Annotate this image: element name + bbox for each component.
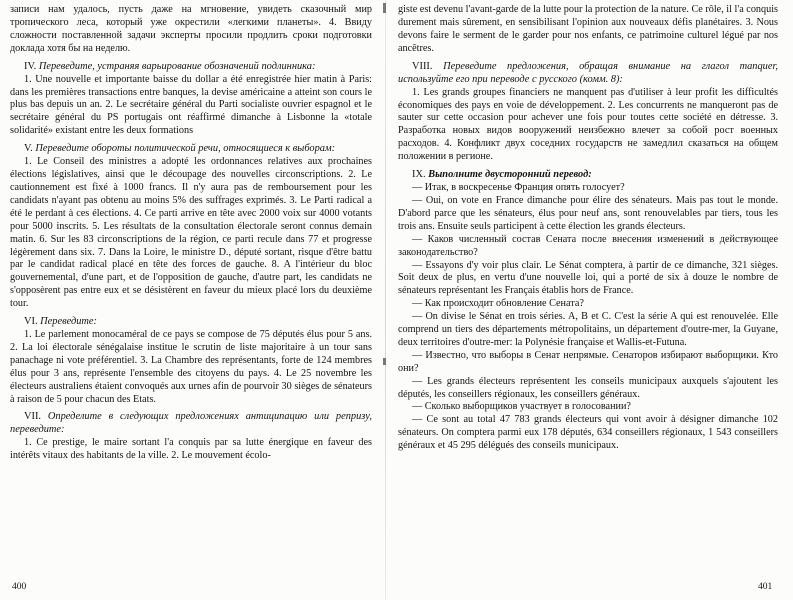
section-5-body: 1. Le Conseil des ministres a adopté les ordonnances relatives aux prochaines élections législatives, ainsi que le découpage des nouvelles circonscriptions. 2. Le cautionnement est fixé à 1000 francs. Il n'y aura pas de remboursement pour les candidats n'ayant pas obtenu au moins 5% des suffrages exprimés. 3. Le Parti radical a été le perdant à ces élections. 4. Ce parti arrive en tête avec 2000 voix sur 4000 votants pour 5000 inscrits. 5. Les résultats de la consultation électorale seront connus demain matin. 6. Sur les 83 circonscriptions de la région, ce parti recule dans 77 et progresse légèrement dans six. 7. Dans la Loire, le ministre D., député sortant, risque d'être battu par le candidat radical placé en tête des forces de gauche. 8. A l'intérieur du bloc gouvernemental, d'une part, et de l'opposition de gauche, d'autre part, les candidats ne s'opposèrent pas entre eux et se désistèrent en faveur du mieux placé lors du deuxième tour. bbox=[10, 156, 372, 310]
book-gutter bbox=[385, 0, 386, 600]
right-page bbox=[398, 4, 778, 600]
section-8-title: Переведите предложения, обращая внимание на глагол manquer, используйте его при переводе с русского (комм. 8): bbox=[398, 60, 778, 85]
section-9-title: Выполните двусторонний перевод: bbox=[428, 169, 592, 181]
section-4-body: 1. Une nouvelle et importante baisse du dollar a été enregistrée hier matin à Paris: dans les premières transactions entre banques, la devise américaine a atteint son cours le plus bas depuis un an. 2. Le secrétaire général du Parti socialiste ouvrier espagnol et le secrétaire général du PS portugais ont réaffirmé dimanche à Lisbonne la «totale solidarité» existant entre les deux formations bbox=[10, 73, 372, 137]
section-8-body: 1. Les grands groupes financiers ne manquent pas d'utiliser à leur profit les difficultés économiques des pays en voie de développement. 2. Les concurrents ne manqueront pas de sauter sur cette occasion pour achever une fois pour toutes cette société en détresse. 3. Разработка новых видов вооружений неизбежно влечет за собой рост военных расходов. 4. Конфликт двух соседних государств не замедлил сказаться на общем положении в регионе. bbox=[398, 86, 778, 163]
section-7-title: Определите в следующих предложениях антиципацию или репризу, переведите: bbox=[10, 411, 372, 436]
dialogue-line: — Каков численный состав Сената после внесения изменений в действующее законодательство? bbox=[398, 233, 778, 258]
section-7-body: 1. Ce prestige, le maire sortant l'a conquis par sa lutte énergique en faveur des intérêts vitaux des habitants de la ville. 2. Le mouvement écolo- bbox=[10, 437, 372, 462]
section-5-title: Переведите обороты политической речи, относящиеся к выборам: bbox=[35, 143, 336, 155]
dialogue-line: — Известно, что выборы в Сенат непрямые. Сенаторов избирают выборщики. Кто они? bbox=[398, 349, 778, 374]
left-intro-paragraph: записи нам удалось, пусть даже на мгновение, увидеть сказочный мир тропического леса, который уже окрестили «легкими планеты». 4. Ввиду сложности поставленной задачи эксперты просили продлить сроки подготовки доклада хотя бы на неделю. bbox=[10, 4, 372, 54]
section-7-number: VII. bbox=[24, 411, 42, 423]
section-8-number: VIII. bbox=[412, 60, 433, 72]
section-4-heading bbox=[10, 60, 372, 73]
dialogue-line: — Ce sont au total 47 783 grands électeurs qui vont avoir à désigner dimanche 102 sénateurs. On comptera parmi eux 178 députés, 634 conseillers régionaux, 1 543 conseillers généraux et 45 295 délégués des conseils municipaux. bbox=[398, 414, 778, 452]
dialogue-line: — Итак, в воскресенье Франция опять голосует? bbox=[412, 182, 625, 194]
left-page bbox=[10, 4, 372, 600]
dialogue-line: — Как происходит обновление Сената? bbox=[412, 298, 584, 310]
section-8-heading bbox=[398, 60, 778, 86]
gutter-mark bbox=[383, 358, 386, 365]
section-6-number: VI. bbox=[24, 316, 38, 328]
section-7-heading bbox=[10, 410, 372, 436]
gutter-mark bbox=[383, 3, 386, 13]
section-6-heading bbox=[10, 315, 372, 328]
section-6-title: Переведите: bbox=[40, 316, 97, 328]
section-9-heading bbox=[398, 168, 778, 181]
dialogue-line: — Oui, on vote en France dimanche pour élire des sénateurs. Mais pas tout le monde. D'abord parce que les sénateurs, élus pour neuf ans, sont renouvelables par tiers, tous les trois ans. Ensuite seuls participent à cette élection les grands électeurs. bbox=[398, 194, 778, 232]
section-5-number: V. bbox=[24, 143, 33, 155]
dialogue-line: — Essayons d'y voir plus clair. Le Sénat comptera, à partir de ce dimanche, 321 sièges. Soit deux de plus, en vertu d'une nouvelle loi, qui a porté de six à douze le nombre de sénateurs représentant les Français établis hors de France. bbox=[398, 259, 778, 297]
section-4-number: IV. bbox=[24, 60, 37, 72]
page-number-left: 400 bbox=[12, 582, 27, 592]
section-9-number: IX. bbox=[412, 169, 426, 181]
section-5-heading bbox=[10, 142, 372, 155]
dialogue-line: — On divise le Sénat en trois séries. A, B et C. C'est la série A qui est renouvelée. Elle comprend un tiers des départements métropolitains, un département d'outre-mer, la Guyane, deux territoires d'outre-mer: la Polynésie française et Wallis-et-Futuna. bbox=[398, 311, 778, 348]
section-4-title: Переведите, устраняя варьирование обозначений подлинника: bbox=[38, 60, 316, 72]
dialogue-line: — Сколько выборщиков участвует в голосовании? bbox=[412, 401, 631, 413]
section-6-body: 1. Le parlement monocaméral de ce pays se compose de 75 députés élus pour 5 ans. 2. La loi électorale sénégalaise institue le scrutin de liste majoritaire à un tour sans panachage ni vote préférentiel. 3. La Chambre des représentants, forte de 124 membres élus pour 3 ans, représente l'ensemble des citoyens du pays. 4. Le 25 novembre les électeurs australiens étaient convoqués aux urnes afin de pourvoir 30 sièges de sénateurs à raison de 5 pour chacun des Etats. bbox=[10, 329, 372, 405]
dialogue-line: — Les grands électeurs représentent les conseils municipaux auxquels s'ajoutent les députés, les conseillers régionaux, les conseillers généraux. bbox=[398, 375, 778, 400]
page-number-right: 401 bbox=[758, 582, 773, 592]
right-intro-paragraph: giste est devenu l'avant-garde de la lutte pour la protection de la nature. Ce rôle, il l'a conquis durement mais sûrement, en sensibilisant l'opinion aux nouveaux défis planétaires. 3. Nous devons faire le serment de le garder pour nos enfants, ce patrimoine culturel légué par nos ancêtres. bbox=[398, 4, 778, 54]
